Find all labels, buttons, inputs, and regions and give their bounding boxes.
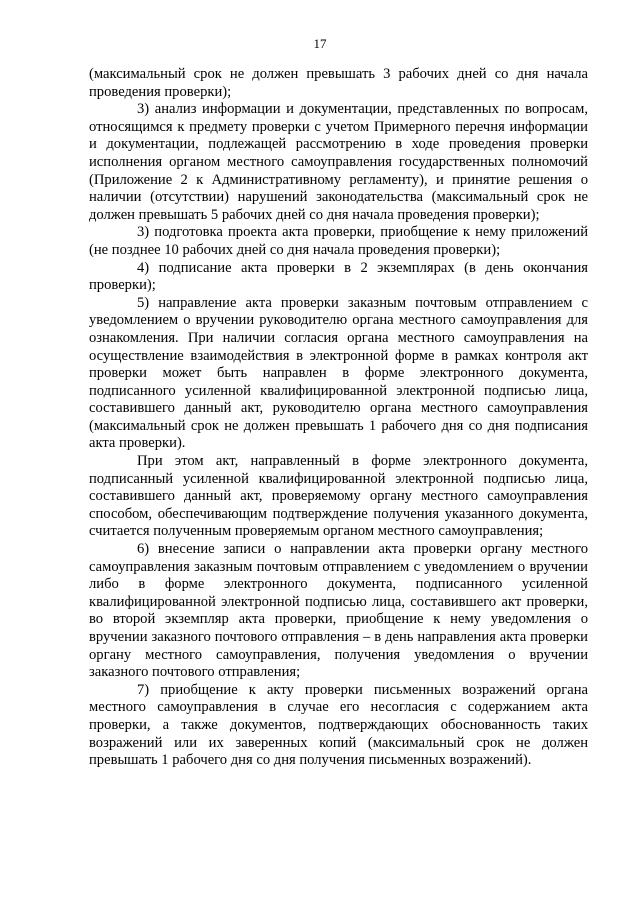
paragraph-item-4-signing: 4) подписание акта проверки в 2 экземплярах (в день окончания проверки); [89,259,588,294]
paragraph-item-7-objections: 7) приобщение к акту проверки письменных возражений органа местного самоуправления в случае его несогласия с содержанием акта проверки, а также документов, подтверждающих обоснованность таких возражений или их заверенных копий (максимальный срок не должен превышать 1 рабочего дня со дня получения письменных возражений). [89,681,588,769]
paragraph-electronic-act: При этом акт, направленный в форме электронного документа, подписанный усиленной квалифицированной электронной подписью лица, составившего данный акт, проверяемому органу местного самоуправления способом, обеспечивающим подтверждение получения указанного документа, считается полученным проверяемым органом местного самоуправления; [89,453,588,540]
paragraph-item-5-sending: 5) направление акта проверки заказным почтовым отправлением с уведомлением о вручении руководителю органа местного самоуправления для ознакомления. При наличии согласия органа местного самоуправления на осуществление взаимодействия в электронной форме в рамках контроля акт проверки может быть направлен в форме электронного документа, подписанного усиленной квалифицированной электронной подписью лица, составившего данный акт, руководителю органа местного самоуправления (максимальный срок не должен превышать 1 рабочего дня со дня подписания акта проверки). [89,294,588,452]
paragraph-item-3-draft-act: 3) подготовка проекта акта проверки, приобщение к нему приложений (не позднее 10 рабочих дней со дня начала проведения проверки); [89,224,588,258]
paragraph-item-6-record: 6) внесение записи о направлении акта проверки органу местного самоуправления заказным почтовым отправлением с уведомлением о вручении либо в форме электронного документа, подписанного усиленной квалифицированной электронной подписью лица, составившего акт проверки, во второй экземпляр акта проверки, приобщение к нему уведомления о вручении заказного почтового отправления – в день направления акта проверки органу местного самоуправления, получения уведомления о вручении заказного почтового отправления; [89,541,588,681]
paragraph-continuation: (максимальный срок не должен превышать 3 рабочих дней со дня начала проведения проверки); [89,66,588,100]
page-number: 17 [313,36,327,51]
document-body [89,66,588,770]
paragraph-item-3-analysis: 3) анализ информации и документации, представленных по вопросам, относящимся к предмету проверки с учетом Примерного перечня информации и документации, подлежащей рассмотрению в ходе проведения проверки исполнения органом местного самоуправления государственных полномочий (Приложение 2 к Административному регламенту), и принятие решения о наличии (отсутствии) нарушений законодательства (максимальный срок не должен превышать 5 рабочих дней со дня начала проведения проверки); [89,101,588,223]
